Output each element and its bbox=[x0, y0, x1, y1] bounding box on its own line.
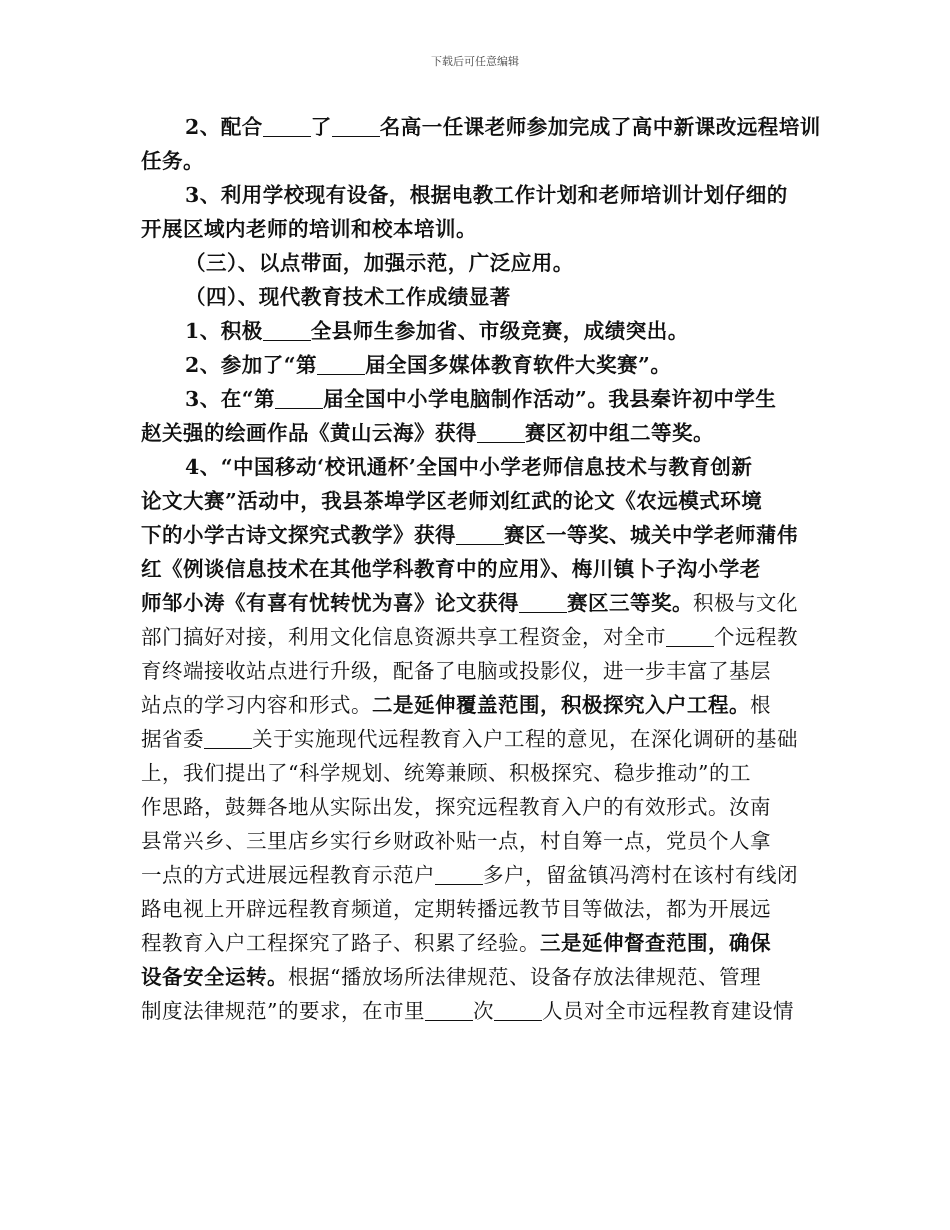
fill-blank bbox=[263, 318, 311, 341]
fill-blank bbox=[332, 114, 380, 137]
fill-blank bbox=[494, 998, 542, 1021]
text-run: 届全国中小学电脑制作活动”。我县秦许初中学生 bbox=[323, 387, 777, 411]
page-header: 下载后可任意编辑 bbox=[431, 55, 519, 68]
fill-blank bbox=[275, 386, 323, 409]
text-run: 个远程教 bbox=[714, 625, 798, 649]
text-run: 三是延伸督查范围，确保 bbox=[540, 931, 771, 955]
text-run: 部门搞好对接，利用文化信息资源共享工程资金，对全市 bbox=[141, 625, 666, 649]
paragraph-line: 4、“中国移动‘校讯通杯’全国中小学老师信息技术与教育创新 bbox=[185, 455, 753, 479]
fill-blank bbox=[204, 726, 252, 749]
text-run: 名高一任课老师参加完成了高中新课改远程培训 bbox=[379, 115, 821, 139]
text-run: 2、参加了“第 bbox=[185, 353, 318, 377]
section-heading: （四）、现代教育技术工作成绩显著 bbox=[185, 285, 511, 309]
text-run: 设备安全运转。 bbox=[141, 965, 288, 989]
fill-blank bbox=[456, 522, 504, 545]
text-run: 制度法律规范”的要求，在市里 bbox=[141, 999, 425, 1023]
text-run: 次 bbox=[472, 999, 494, 1023]
text-run: 积极与文化 bbox=[693, 591, 798, 615]
paragraph-line: 3、利用学校现有设备，根据电教工作计划和老师培训计划仔细的 bbox=[185, 183, 788, 207]
text-run: 站点的学习内容和形式。 bbox=[141, 693, 372, 717]
text-run: 根 bbox=[750, 693, 771, 717]
paragraph-line: 路电视上开辟远程教育频道，定期转播远教节目等做法，都为开展远 bbox=[141, 897, 771, 921]
fill-blank bbox=[425, 998, 473, 1021]
paragraph-line: 作思路，鼓舞各地从实际出发，探究远程教育入户的有效形式。汝南 bbox=[141, 795, 771, 819]
fill-blank bbox=[666, 624, 714, 647]
paragraph-line bbox=[141, 348, 813, 382]
paragraph-line: 育终端接收站点进行升级，配备了电脑或投影仪，进一步丰富了基层 bbox=[141, 659, 771, 683]
paragraph-line bbox=[141, 110, 821, 144]
paragraph-line bbox=[141, 620, 813, 654]
paragraph-line: 任务。 bbox=[141, 149, 204, 173]
text-run: 赛区一等奖、城关中学老师蒲伟 bbox=[504, 523, 798, 547]
text-run: 赵关强的绘画作品《黄山云海》获得 bbox=[141, 421, 477, 445]
fill-blank bbox=[519, 590, 567, 613]
text-run: 根据“播放场所法律规范、设备存放法律规范、管理 bbox=[288, 965, 761, 989]
paragraph-line bbox=[141, 858, 813, 892]
text-run: 下的小学古诗文探究式教学》获得 bbox=[141, 523, 456, 547]
paragraph-line bbox=[141, 994, 813, 1028]
text-run: 全县师生参加省、市级竞赛，成绩突出。 bbox=[310, 319, 689, 343]
paragraph-line bbox=[141, 586, 813, 620]
text-run: 3、在“第 bbox=[185, 387, 276, 411]
document-body bbox=[141, 110, 821, 1028]
text-run: 1、积极 bbox=[185, 319, 263, 343]
text-run: 了 bbox=[310, 115, 332, 139]
fill-blank bbox=[435, 862, 483, 885]
paragraph-line bbox=[141, 722, 813, 756]
text-run: 一点的方式进展远程教育示范户 bbox=[141, 863, 435, 887]
text-run: 赛区三等奖。 bbox=[567, 591, 693, 615]
text-run: 人员对全市远程教育建设情 bbox=[541, 999, 794, 1023]
paragraph-line: 开展区域内老师的培训和校本培训。 bbox=[141, 217, 477, 241]
text-run: 关于实施现代远程教育入户工程的意见，在深化调研的基础 bbox=[252, 727, 798, 751]
text-run: 程教育入户工程探究了路子、积累了经验。 bbox=[141, 931, 540, 955]
text-run: 届全国多媒体教育软件大奖赛”。 bbox=[365, 353, 672, 377]
paragraph-line bbox=[141, 688, 813, 722]
paragraph-line bbox=[141, 382, 813, 416]
text-run: 赛区初中组二等奖。 bbox=[525, 421, 714, 445]
text-run: 据省委 bbox=[141, 727, 204, 751]
fill-blank bbox=[317, 352, 365, 375]
text-run: 多户，留盆镇冯湾村在该村有线闭 bbox=[483, 863, 798, 887]
paragraph-line: 红《例谈信息技术在其他学科教育中的应用》、梅川镇卜子沟小学老 bbox=[141, 557, 761, 581]
fill-blank bbox=[477, 420, 525, 443]
paragraph-line bbox=[141, 518, 813, 552]
text-run: 师邹小涛《有喜有忧转忧为喜》论文获得 bbox=[141, 591, 519, 615]
paragraph-line bbox=[141, 960, 813, 994]
paragraph-line: 上，我们提出了“科学规划、统筹兼顾、积极探究、稳步推动”的工 bbox=[141, 761, 751, 785]
text-run: 2、配合 bbox=[185, 115, 263, 139]
paragraph-line bbox=[141, 314, 813, 348]
section-heading: （三）、以点带面，加强示范，广泛应用。 bbox=[185, 251, 574, 275]
text-run: 二是延伸覆盖范围，积极探究入户工程。 bbox=[372, 693, 750, 717]
paragraph-line bbox=[141, 416, 813, 450]
paragraph-line: 论文大赛”活动中，我县茶埠学区老师刘红武的论文《农远模式环境 bbox=[141, 489, 763, 513]
fill-blank bbox=[263, 114, 311, 137]
paragraph-line bbox=[141, 926, 813, 960]
paragraph-line: 县常兴乡、三里店乡实行乡财政补贴一点，村自筹一点，党员个人拿 bbox=[141, 829, 771, 853]
